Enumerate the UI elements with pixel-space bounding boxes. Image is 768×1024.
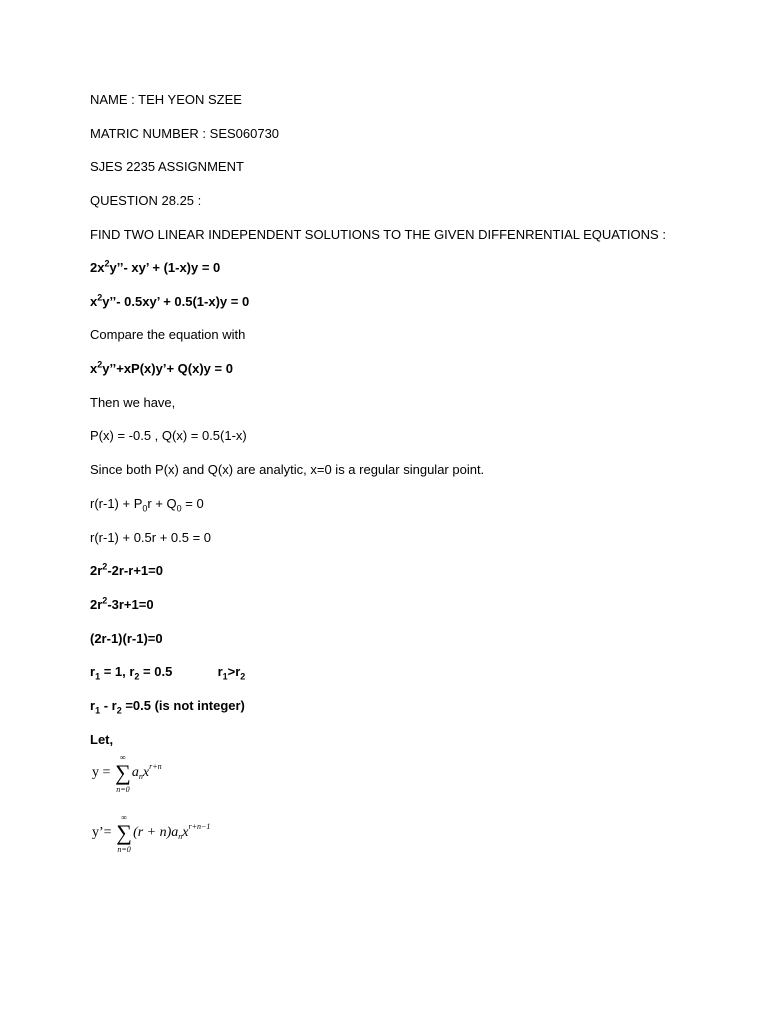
factored-equation: (2r-1)(r-1)=0 bbox=[90, 631, 163, 646]
series2-coef-sub: n bbox=[178, 832, 183, 842]
then-line: Then we have, bbox=[90, 395, 176, 410]
indicial1-part-a: r(r-1) + P bbox=[90, 496, 143, 511]
pq-definition-line: P(x) = -0.5 , Q(x) = 0.5(1-x) bbox=[90, 428, 247, 443]
roots-line bbox=[90, 664, 245, 680]
roots-compare-a-sub: 1 bbox=[222, 671, 228, 682]
series1-coef: a bbox=[131, 765, 139, 781]
general-eq-sup: 2 bbox=[97, 359, 103, 370]
diff-part-b: - r bbox=[100, 698, 117, 713]
general-equation bbox=[90, 361, 233, 377]
compare-line: Compare the equation with bbox=[90, 327, 246, 342]
matric-number-line: MATRIC NUMBER : SES060730 bbox=[90, 126, 280, 141]
general-eq-part-b: y’’+xP(x)y’+ Q(x)y = 0 bbox=[102, 361, 233, 376]
indicial3-part-b: -2r-r+1=0 bbox=[107, 563, 163, 578]
series2-upper-limit: ∞ bbox=[121, 813, 127, 822]
roots-r2-val: = 0.5 bbox=[139, 664, 173, 679]
let-line: Let, bbox=[90, 732, 114, 747]
series2-lhs: y’= bbox=[92, 825, 112, 841]
series2-lower-limit: n=0 bbox=[117, 845, 131, 854]
indicial4-part-a: 2r bbox=[90, 597, 103, 612]
roots-difference-line bbox=[90, 698, 245, 714]
indicial1-sub1: 0 bbox=[142, 503, 148, 514]
series2-factor: (r + n) bbox=[133, 825, 172, 841]
eq2-part-a: x bbox=[90, 294, 98, 309]
series1-coef-sub: n bbox=[138, 772, 143, 782]
eq1-sup: 2 bbox=[104, 258, 110, 269]
series1-lhs: y = bbox=[92, 765, 111, 781]
indicial4-sup: 2 bbox=[102, 595, 108, 606]
indicial4-part-b: -3r+1=0 bbox=[107, 597, 154, 612]
indicial3-sup: 2 bbox=[102, 561, 108, 572]
eq1-part-b: y’’- xy’ + (1-x)y = 0 bbox=[109, 260, 221, 275]
series1-upper-limit: ∞ bbox=[120, 753, 126, 762]
general-eq-part-a: x bbox=[90, 361, 98, 376]
summation-symbol bbox=[115, 813, 133, 854]
eq2-part-b: y’’- 0.5xy’ + 0.5(1-x)y = 0 bbox=[102, 294, 250, 309]
indicial3-part-a: 2r bbox=[90, 563, 103, 578]
equation-1 bbox=[90, 260, 220, 276]
series1-sigma: ∑ bbox=[115, 760, 131, 785]
task-line: FIND TWO LINEAR INDEPENDENT SOLUTIONS TO THE GIVEN DIFFENRENTIAL EQUATIONS : bbox=[90, 227, 666, 242]
roots-compare-b-sub: 2 bbox=[240, 671, 246, 682]
roots-r1-val: = 1, r bbox=[100, 664, 135, 679]
student-name-line: NAME : TEH YEON SZEE bbox=[90, 92, 242, 107]
diff-part-c: =0.5 (is not integer) bbox=[121, 698, 245, 713]
series2-coef: a bbox=[171, 825, 179, 841]
series2-sigma: ∑ bbox=[116, 820, 132, 845]
roots-r1: r bbox=[90, 664, 96, 679]
roots-r1-sub: 1 bbox=[95, 671, 101, 682]
diff-sub1: 1 bbox=[95, 705, 101, 716]
roots-compare-mid: >r bbox=[227, 664, 241, 679]
indicial-equation-1 bbox=[90, 496, 204, 512]
series-formula-y-prime bbox=[92, 813, 211, 854]
indicial-equation-2: r(r-1) + 0.5r + 0.5 = 0 bbox=[90, 530, 212, 545]
series2-x: x bbox=[182, 825, 189, 841]
indicial1-part-c: = 0 bbox=[181, 496, 204, 511]
question-line: QUESTION 28.25 : bbox=[90, 193, 202, 208]
diff-part-a: r bbox=[90, 698, 96, 713]
eq1-part-a: 2x bbox=[90, 260, 105, 275]
series1-x: x bbox=[142, 765, 150, 781]
diff-sub2: 2 bbox=[116, 705, 122, 716]
series1-exponent: r+n bbox=[149, 762, 162, 772]
roots-r2-sub: 2 bbox=[134, 671, 140, 682]
indicial1-part-b: r + Q bbox=[147, 496, 177, 511]
summation-symbol bbox=[114, 753, 132, 794]
roots-compare-a: r bbox=[217, 664, 223, 679]
equation-2 bbox=[90, 294, 249, 310]
assignment-line: SJES 2235 ASSIGNMENT bbox=[90, 159, 244, 174]
indicial1-sub2: 0 bbox=[176, 503, 182, 514]
series2-exponent: r+n−1 bbox=[188, 822, 211, 832]
indicial-equation-3 bbox=[90, 563, 163, 579]
indicial-equation-4 bbox=[90, 597, 154, 613]
analytic-statement: Since both P(x) and Q(x) are analytic, x=0 is a regular singular point. bbox=[90, 462, 485, 477]
series1-lower-limit: n=0 bbox=[116, 785, 130, 794]
eq2-sup: 2 bbox=[97, 292, 103, 303]
series-formula-y bbox=[92, 753, 162, 794]
